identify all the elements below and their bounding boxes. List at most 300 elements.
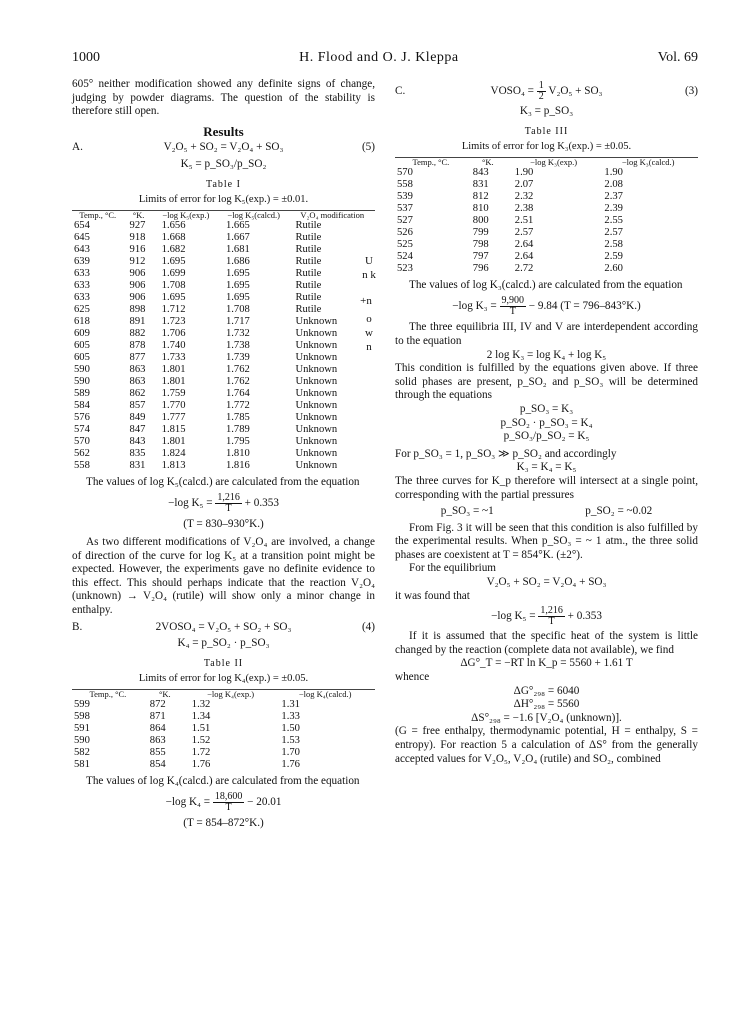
table-row [72,256,375,268]
th-temp-c: Temp., °C. [79,209,117,220]
eq-text: 2VOSO₄ = V₂O₅ + SO₂ + SO₃ [155,620,292,633]
table-cell: 589 [74,387,90,399]
table-row [72,424,375,436]
table2-limits: Limits of error for log K₄(exp.) = ±0.05. [138,673,309,685]
table-cell: Unknown [295,447,338,459]
final-paragraph: (G = free enthalpy, thermodynamic potential, H = enthalpy, S = entropy). For reaction 5 a calculation of ΔS° from the generally accepted values for V₂O₅, V₂O₄ (rutile) and SO₂, combined [395,725,698,765]
table-cell: Unknown [295,399,338,411]
frac-den: T [509,306,516,318]
table-cell: 1.686 [225,255,250,267]
table-cell: 927 [129,219,146,231]
table-cell: 525 [397,238,413,250]
eq-lhs: −log K₅ = [168,497,213,510]
table-row [72,699,375,711]
page-number: 1000 [72,50,100,65]
table-cell: 906 [129,267,146,279]
table-cell: 1.90 [514,166,534,178]
table-row [72,364,375,376]
eq-number: (4) [361,620,375,633]
table-cell: 863 [129,363,146,375]
condition-paragraph: This condition is fulfilled by the equations given above. If three solid phases are present, p_SO₂ and p_SO₃ will be determined through the equations [395,362,698,402]
table-cell: 847 [129,423,146,435]
table-cell: 849 [129,411,146,423]
frac-den: T [225,503,232,515]
table-cell: 1.708 [161,279,186,291]
table-row [395,167,698,179]
table-row [72,304,375,316]
table-cell: 618 [74,315,90,327]
table-cell: 855 [149,746,166,758]
intro-paragraph: 605° neither modification showed any definite signs of change, judging by powder diagrams. The question of the stability is therefore still open. [72,78,375,118]
table-cell: 2.60 [604,262,623,274]
whence: whence [395,671,430,684]
interdependence-paragraph: The three equilibria III, IV and V are interdependent according to the equation [395,321,698,347]
table-cell: 812 [472,190,489,202]
table-cell: 582 [74,746,90,758]
table-cell: Unknown [295,351,338,363]
table-row [72,280,375,292]
eq-rhs: + 0.353 [244,497,279,510]
table-cell: 584 [74,399,90,411]
table-cell: 1.824 [161,447,186,459]
equation-3 [395,296,698,317]
calc4-paragraph: The values of log K₄(calcd.) are calculated from the equation [86,774,360,787]
table-cell: 1.668 [161,231,186,243]
table1-caption: Table I [206,178,241,190]
table-cell: 800 [472,214,489,226]
eq-fraction [215,493,242,514]
frac-num: 9,900 [501,295,524,307]
table-cell: 2.72 [514,262,534,274]
table-row [72,316,375,328]
table-cell: 539 [397,190,413,202]
table-cell: 1.76 [281,758,300,770]
table-cell: 2.08 [604,178,623,190]
table-row [395,215,698,227]
table-cell: 2.57 [604,226,623,238]
frac-den: T [548,616,555,628]
right-column [395,78,698,831]
table-cell: 1.789 [225,423,250,435]
table-cell: 1.739 [225,351,250,363]
table-cell: Rutile [295,291,322,303]
table-cell: 796 [472,262,489,274]
table-cell: 590 [74,734,90,746]
table-row [72,268,375,280]
th-modification: V₂O₄ modification [300,209,365,220]
table-cell: 2.07 [514,178,534,190]
equation-5b [395,606,698,627]
figure-paragraph: From Fig. 3 it will be seen that this condition is also fulfilled by the experimental results. When p_SO₃ = ~ 1 atm., the three solid phases are coexistent at T = 854°K. (±2°). [395,521,698,561]
table-cell: 1.785 [225,411,250,423]
eq-lhs: −log K₅ = [491,610,536,623]
table-cell: Rutile [295,255,322,267]
table-cell: 526 [397,226,413,238]
eq-fraction [500,296,527,317]
eq-whence-2: ΔH°₂₉₈ = 5560 [513,698,580,711]
table-cell: 1.667 [225,231,250,243]
eq-whence-3: ΔS°₂₉₈ = −1.6 [V₂O₄ (unknown)]. [471,711,622,724]
table1 [72,210,375,472]
eq-delta-g: ΔG°_T = −RT ln K_p = 5560 + 1.61 T [460,657,633,670]
table-cell: Unknown [295,327,338,339]
table-cell: 2.57 [514,226,534,238]
table-cell: 877 [129,351,146,363]
table1-limits: Limits of error for log K₅(exp.) = ±0.01. [138,194,309,206]
table-row [395,239,698,251]
table-cell: 625 [74,303,90,315]
table-row [72,376,375,388]
th-log-calc: −log K₅(calcd.) [227,209,281,220]
table-cell: Unknown [295,423,338,435]
frac-num: 1,216 [540,605,563,617]
eq-rhs: + 0.353 [567,610,602,623]
frac-num: 1 [538,80,544,91]
calc5-paragraph: The values of log K₅(calcd.) are calculated from the equation [86,475,360,488]
for-paragraph: For p_SO₃ = 1, p_SO₃ ≫ p_SO₂ and accordingly [395,447,617,460]
table-cell: 2.55 [604,214,623,226]
table-cell: 916 [129,243,146,255]
table-row [72,220,375,232]
table-cell: 1.53 [281,734,300,746]
table-cell: 898 [129,303,146,315]
equation-4 [72,792,375,813]
table-cell: 862 [129,387,146,399]
eq-system-2: p_SO₂ · p_SO₃ = K₄ [500,416,593,429]
eq-system-1: p_SO₃ = K₃ [519,402,574,415]
table-row [72,747,375,759]
table-cell: 1.76 [191,758,211,770]
eq-whence-1: ΔG°₂₉₈ = 6040 [513,684,580,697]
table1-side-label-plus: +n [360,294,372,307]
table1-side-label-bottom: o w n [365,312,373,353]
table3 [395,157,698,275]
th-log-exp: −log K₄(exp.) [207,688,255,699]
eq-fraction [538,606,565,627]
th-log-calc: −log K₄(calcd.) [298,688,352,699]
table-cell: 906 [129,279,146,291]
table-row [395,179,698,191]
heat-paragraph: If it is assumed that the specific heat of the system is little changed by the reaction (complete data not available), we find [395,630,698,656]
table-row [72,388,375,400]
table-cell: 1.801 [161,435,186,447]
table-cell: 1.816 [225,459,250,471]
table-cell: 831 [472,178,489,190]
table-cell: 598 [74,710,90,722]
table-cell: 882 [129,327,146,339]
table-cell: 835 [129,447,146,459]
table-cell: 843 [472,166,489,178]
eq-lhs: VOSO₄ = [490,85,534,98]
table1-side-label-top: U n k [362,254,376,281]
eq4-range: (T = 854–872°K.) [183,817,264,830]
table-cell: 891 [129,315,146,327]
table-cell: 599 [74,698,90,710]
table-cell: 1.815 [161,423,186,435]
table-cell: 1.681 [225,243,250,255]
table-cell: 872 [149,698,166,710]
table-cell: 1.90 [604,166,623,178]
table-cell: 2.59 [604,250,623,262]
eq-label: A. [72,141,83,154]
table-cell: 537 [397,202,413,214]
table-cell: 918 [129,231,146,243]
table-cell: 1.762 [225,363,250,375]
table2 [72,689,375,771]
th-temp-k: °K. [481,156,494,167]
table-cell: 797 [472,250,489,262]
equation-a [72,141,375,155]
table-cell: 1.740 [161,339,186,351]
table-row [72,292,375,304]
table-cell: 1.665 [225,219,250,231]
table-cell: 591 [74,722,90,734]
table-row [395,251,698,263]
eq-k-equal: K₃ = K₄ = K₅ [516,461,577,474]
table-row [72,723,375,735]
table-cell: 854 [149,758,166,770]
eq-k4: K₄ = p_SO₂ · p_SO₃ [177,637,270,650]
table-cell: 2.38 [514,202,534,214]
table-cell: 1.72 [191,746,211,758]
authors: H. Flood and O. J. Kleppa [299,50,459,65]
table-cell: 798 [472,238,489,250]
table-cell: Rutile [295,279,322,291]
eq-pressures [395,505,698,519]
table-cell: 906 [129,291,146,303]
found-paragraph: it was found that [395,589,470,602]
table-cell: 1.50 [281,722,300,734]
table-row [72,244,375,256]
table-cell: 2.64 [514,250,534,262]
equation-c [395,81,698,102]
results-heading: Results [203,123,244,139]
table-cell: 878 [129,339,146,351]
frac-den: T [225,802,232,814]
table-cell: 558 [74,459,90,471]
table-cell: 1.33 [281,710,300,722]
table-cell: Unknown [295,339,338,351]
table-cell: 633 [74,279,90,291]
table-cell: 605 [74,351,90,363]
table-cell: 524 [397,250,413,262]
left-column [72,78,375,831]
table-cell: 2.51 [514,214,534,226]
th-temp-c: Temp., °C. [89,688,127,699]
th-log-exp: −log K₃(exp.) [530,156,578,167]
th-temp-c: Temp., °C. [412,156,450,167]
table-cell: Unknown [295,363,338,375]
table-cell: 1.34 [191,710,211,722]
table-cell: 1.813 [161,459,186,471]
table-cell: 645 [74,231,90,243]
eq-equilibrium: V₂O₅ + SO₂ = V₂O₄ + SO₃ [486,576,607,589]
paragraph-2: As two different modifications of V₂O₄ are involved, a change of direction of the curve for log K₅ at a transition point might be expected. However, the experiments gave no definite evidence to this effect. This should perhaps indicate that the reaction V₂O₄ (unknown) → V₂O₄ (rutile) will show only a minor change in enthalpy. [72,535,375,616]
table-cell: 654 [74,219,90,231]
th-temp-k: °K. [132,209,145,220]
table-cell: 2.32 [514,190,534,202]
table-row [72,232,375,244]
table-cell: 558 [397,178,413,190]
table-row [72,460,375,472]
table-cell: 810 [472,202,489,214]
table-cell: Unknown [295,375,338,387]
table-row [395,191,698,203]
table-cell: 1.795 [225,435,250,447]
eq-text [419,81,674,102]
th-temp-k: °K. [158,688,171,699]
table-cell: 1.759 [161,387,186,399]
th-log-calc: −log K₃(calcd.) [621,156,675,167]
table-cell: 1.732 [225,327,250,339]
table-cell: 863 [149,734,166,746]
table-cell: 581 [74,758,90,770]
table-cell: 2.58 [604,238,623,250]
eq-label: B. [72,620,83,633]
table2-caption: Table II [203,657,244,669]
table-cell: 1.801 [161,363,186,375]
table-row [395,227,698,239]
table-cell: 1.695 [161,291,186,303]
table-cell: 527 [397,214,413,226]
eq-interdependence: 2 log K₃ = log K₄ + log K₅ [486,348,607,361]
table-cell: 1.738 [225,339,250,351]
volume: Vol. 69 [657,50,698,65]
running-header [72,50,698,66]
table-row [72,436,375,448]
eq-system-3: p_SO₃/p_SO₂ = K₅ [503,430,590,443]
table-row [72,400,375,412]
eq-p-so2: p_SO₂ = ~0.02 [585,505,653,518]
table-cell: 871 [149,710,166,722]
forthe-paragraph: For the equilibrium [409,562,497,575]
eq-k5: K₅ = p_SO₃/p_SO₂ [180,157,267,170]
table-cell: 570 [74,435,90,447]
table3-limits: Limits of error for log K₃(exp.) = ±0.05. [461,141,632,153]
table-cell: 1.764 [225,387,250,399]
table-row [72,448,375,460]
table-cell: Rutile [295,243,322,255]
table-row [72,735,375,747]
table-cell: 2.64 [514,238,534,250]
table-cell: Rutile [295,231,322,243]
eq-rhs: V₂O₅ + SO₃ [548,85,603,98]
table-row [72,328,375,340]
table-cell: 1.706 [161,327,186,339]
table-cell: 1.801 [161,375,186,387]
eq-label: C. [395,84,406,97]
table-cell: 523 [397,262,413,274]
table-cell: 643 [74,243,90,255]
eq-lhs: −log K₄ = [165,796,211,809]
eq-number: (5) [361,141,375,154]
table-cell: 1.762 [225,375,250,387]
table-cell: 2.39 [604,202,623,214]
table-cell: 590 [74,375,90,387]
table-cell: 864 [149,722,166,734]
equation-b [72,621,375,635]
table-cell: Unknown [295,459,338,471]
table-cell: 639 [74,255,90,267]
table-cell: 1.712 [161,303,186,315]
table-cell: 1.733 [161,351,186,363]
table-cell: Unknown [295,435,338,447]
table-cell: 799 [472,226,489,238]
table-cell: 1.708 [225,303,250,315]
table-cell: 1.51 [191,722,211,734]
table-cell: 590 [74,363,90,375]
table-cell: Rutile [295,267,322,279]
eq-number: (3) [684,84,698,97]
table-cell: 1.70 [281,746,300,758]
table-cell: 576 [74,411,90,423]
table-cell: 831 [129,459,146,471]
table-cell: 1.699 [161,267,186,279]
table-cell: 1.52 [191,734,211,746]
eq-k3: K₃ = p_SO₃ [519,105,574,117]
frac-den: 2 [538,91,544,102]
table-row [72,711,375,723]
table-cell: 2.37 [604,190,623,202]
table-cell: 1.717 [225,315,250,327]
table-cell: 609 [74,327,90,339]
eq-p-so3: p_SO₃ = ~1 [440,505,494,518]
table-cell: 1.656 [161,219,186,231]
table-cell: Unknown [295,411,338,423]
table-cell: 1.723 [161,315,186,327]
table-cell: Rutile [295,219,322,231]
table-cell: 1.682 [161,243,186,255]
eq-fraction [213,792,245,813]
table-cell: 574 [74,423,90,435]
table-cell: Rutile [295,303,322,315]
table-cell: 633 [74,291,90,303]
frac-num: 18,600 [214,791,243,803]
table-cell: 1.32 [191,698,211,710]
table-cell: 633 [74,267,90,279]
table-cell: 843 [129,435,146,447]
eq-rhs: − 9.84 (T = 796–843°K.) [528,300,641,313]
table-cell: 857 [129,399,146,411]
table-cell: 605 [74,339,90,351]
table-cell: 562 [74,447,90,459]
table-cell: 1.695 [161,255,186,267]
table-cell: 570 [397,166,413,178]
table-row [72,759,375,771]
table-cell: 1.777 [161,411,186,423]
eq-fraction [537,81,546,102]
equation-5 [72,493,375,514]
table-cell: 1.772 [225,399,250,411]
curves-paragraph: The three curves for K_p therefore will intersect at a single point, corresponding with the partial pressures [395,474,698,501]
table3-caption: Table III [524,125,569,137]
table-row [72,340,375,352]
table-cell: 863 [129,375,146,387]
frac-num: 1,216 [217,492,240,504]
calc3-paragraph: The values of log K₃(calcd.) are calculated from the equation [409,278,683,291]
eq-lhs: −log K₃ = [452,300,497,313]
table-cell: Unknown [295,387,338,399]
table-row [72,352,375,364]
table-row [72,412,375,424]
eq-text: V₂O₅ + SO₂ = V₂O₄ + SO₃ [163,141,284,154]
table-cell: 1.695 [225,267,250,279]
eq-rhs: − 20.01 [247,796,282,809]
table-cell: 1.31 [281,698,300,710]
table-cell: Unknown [295,315,338,327]
table-cell: 1.695 [225,291,250,303]
table-cell: 912 [129,255,146,267]
